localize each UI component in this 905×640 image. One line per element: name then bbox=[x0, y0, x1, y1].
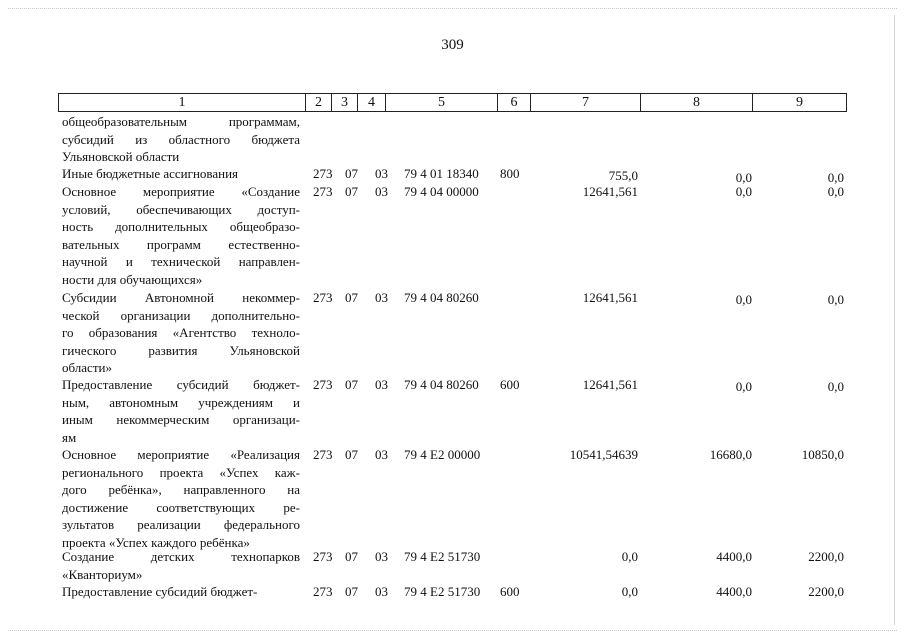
row-name-line: Иные бюджетные ассигнования bbox=[62, 166, 239, 181]
code-admin: 273 bbox=[313, 377, 333, 392]
row-name-line: Субсидии Автономной некоммер- bbox=[62, 290, 300, 305]
code-subsection: 03 bbox=[375, 166, 388, 181]
code-section: 07 bbox=[345, 290, 358, 305]
row-name-line: общеобразовательным программам, bbox=[62, 114, 300, 129]
code-target: 79 4 04 80260 bbox=[404, 377, 479, 392]
code-section: 07 bbox=[345, 377, 358, 392]
amount-8: 0,0 bbox=[735, 292, 752, 307]
row-name bbox=[62, 165, 300, 183]
code-admin: 273 bbox=[313, 447, 333, 462]
code-subsection: 03 bbox=[375, 549, 388, 564]
header-col-2: 2 bbox=[305, 94, 331, 111]
scan-edge-bottom bbox=[8, 630, 897, 631]
row-name-line: субсидий из областного бюджета bbox=[62, 131, 300, 147]
row-name-line: условий, обеспечивающих доступ- bbox=[62, 201, 300, 217]
code-section: 07 bbox=[345, 549, 358, 564]
row-name bbox=[62, 548, 300, 583]
header-col-6: 6 bbox=[497, 94, 530, 111]
row-name-line: Предоставление субсидий бюджет- bbox=[62, 584, 258, 599]
header-col-7: 7 bbox=[530, 94, 640, 111]
scan-edge-top bbox=[8, 8, 897, 9]
amount-9: 0,0 bbox=[827, 184, 844, 199]
code-subsection: 03 bbox=[375, 584, 388, 599]
row-name-line: вательных программ естественно- bbox=[62, 236, 300, 252]
scan-edge-right bbox=[894, 15, 895, 625]
row-name bbox=[62, 376, 300, 446]
code-subsection: 03 bbox=[375, 447, 388, 462]
row-name bbox=[62, 289, 300, 377]
amount-8: 0,0 bbox=[735, 170, 752, 185]
header-col-4: 4 bbox=[357, 94, 385, 111]
amount-9: 0,0 bbox=[827, 292, 844, 307]
row-name-line: Создание детских технопарков bbox=[62, 549, 300, 564]
code-expense: 600 bbox=[500, 377, 520, 392]
code-expense: 800 bbox=[500, 166, 520, 181]
row-name bbox=[62, 583, 300, 601]
code-target: 79 4 04 00000 bbox=[404, 184, 479, 199]
amount-7: 12641,561 bbox=[582, 184, 638, 199]
row-name-line: ность дополнительных общеобразо- bbox=[62, 219, 300, 235]
row-name-line: достижение соответствующих ре- bbox=[62, 499, 300, 515]
code-section: 07 bbox=[345, 584, 358, 599]
code-admin: 273 bbox=[313, 584, 333, 599]
code-subsection: 03 bbox=[375, 377, 388, 392]
amount-9: 2200,0 bbox=[808, 584, 844, 599]
amount-8: 16680,0 bbox=[709, 447, 752, 462]
row-name-line: Ульяновской области bbox=[62, 149, 180, 165]
code-section: 07 bbox=[345, 447, 358, 462]
row-name bbox=[62, 446, 300, 552]
code-admin: 273 bbox=[313, 166, 333, 181]
code-section: 07 bbox=[345, 166, 358, 181]
row-name-line: «Кванториум» bbox=[62, 566, 143, 582]
header-col-8: 8 bbox=[640, 94, 752, 111]
amount-8: 0,0 bbox=[735, 379, 752, 394]
code-target: 79 4 01 18340 bbox=[404, 166, 479, 181]
header-col-9: 9 bbox=[752, 94, 846, 111]
code-target: 79 4 E2 00000 bbox=[404, 447, 481, 462]
row-name-line: дого ребёнка», направленного на bbox=[62, 482, 300, 498]
row-name-line: регионального проекта «Успех каж- bbox=[62, 464, 300, 480]
code-section: 07 bbox=[345, 184, 358, 199]
row-name bbox=[62, 113, 300, 166]
amount-9: 10850,0 bbox=[801, 447, 844, 462]
amount-9: 2200,0 bbox=[808, 549, 844, 564]
code-target: 79 4 E2 51730 bbox=[404, 584, 481, 599]
row-name-line: Предоставление субсидий бюджет- bbox=[62, 377, 300, 392]
amount-8: 4400,0 bbox=[716, 584, 752, 599]
row-name-line: иным некоммерческим организаци- bbox=[62, 412, 300, 428]
amount-8: 0,0 bbox=[735, 184, 752, 199]
code-admin: 273 bbox=[313, 290, 333, 305]
code-target: 79 4 04 80260 bbox=[404, 290, 479, 305]
row-name-line: Основное мероприятие «Создание bbox=[62, 184, 300, 199]
row-name-line: ческой организации дополнительно- bbox=[62, 307, 300, 323]
row-name-line: го образования «Агентство техноло- bbox=[62, 325, 300, 341]
row-name-line: ям bbox=[62, 429, 77, 445]
amount-9: 0,0 bbox=[827, 379, 844, 394]
row-name-line: области» bbox=[62, 360, 112, 376]
row-name bbox=[62, 183, 300, 289]
amount-7: 0,0 bbox=[621, 584, 638, 599]
row-name-line: Основное мероприятие «Реализация bbox=[62, 447, 300, 462]
row-name-line: научной и технической направлен- bbox=[62, 254, 300, 270]
code-expense: 600 bbox=[500, 584, 520, 599]
amount-7: 755,0 bbox=[608, 168, 638, 183]
header-col-3: 3 bbox=[331, 94, 357, 111]
amount-7: 10541,54639 bbox=[569, 447, 638, 462]
code-admin: 273 bbox=[313, 184, 333, 199]
amount-7: 0,0 bbox=[621, 549, 638, 564]
amount-7: 12641,561 bbox=[582, 290, 638, 305]
code-subsection: 03 bbox=[375, 290, 388, 305]
page-number: 309 bbox=[441, 37, 464, 53]
row-name-line: проекта «Успех каждого ребёнка» bbox=[62, 534, 250, 550]
amount-9: 0,0 bbox=[827, 170, 844, 185]
row-name-line: ности для обучающихся» bbox=[62, 271, 203, 287]
header-col-1: 1 bbox=[178, 95, 186, 110]
row-name-line: зультатов реализации федерального bbox=[62, 517, 300, 533]
row-name-line: ным, автономным учреждениям и bbox=[62, 394, 300, 410]
row-name-line: гического развития Ульяновской bbox=[62, 342, 300, 358]
code-admin: 273 bbox=[313, 549, 333, 564]
code-subsection: 03 bbox=[375, 184, 388, 199]
table-header bbox=[58, 93, 847, 112]
code-target: 79 4 E2 51730 bbox=[404, 549, 481, 564]
amount-7: 12641,561 bbox=[582, 377, 638, 392]
header-col-5: 5 bbox=[385, 94, 497, 111]
amount-8: 4400,0 bbox=[716, 549, 752, 564]
